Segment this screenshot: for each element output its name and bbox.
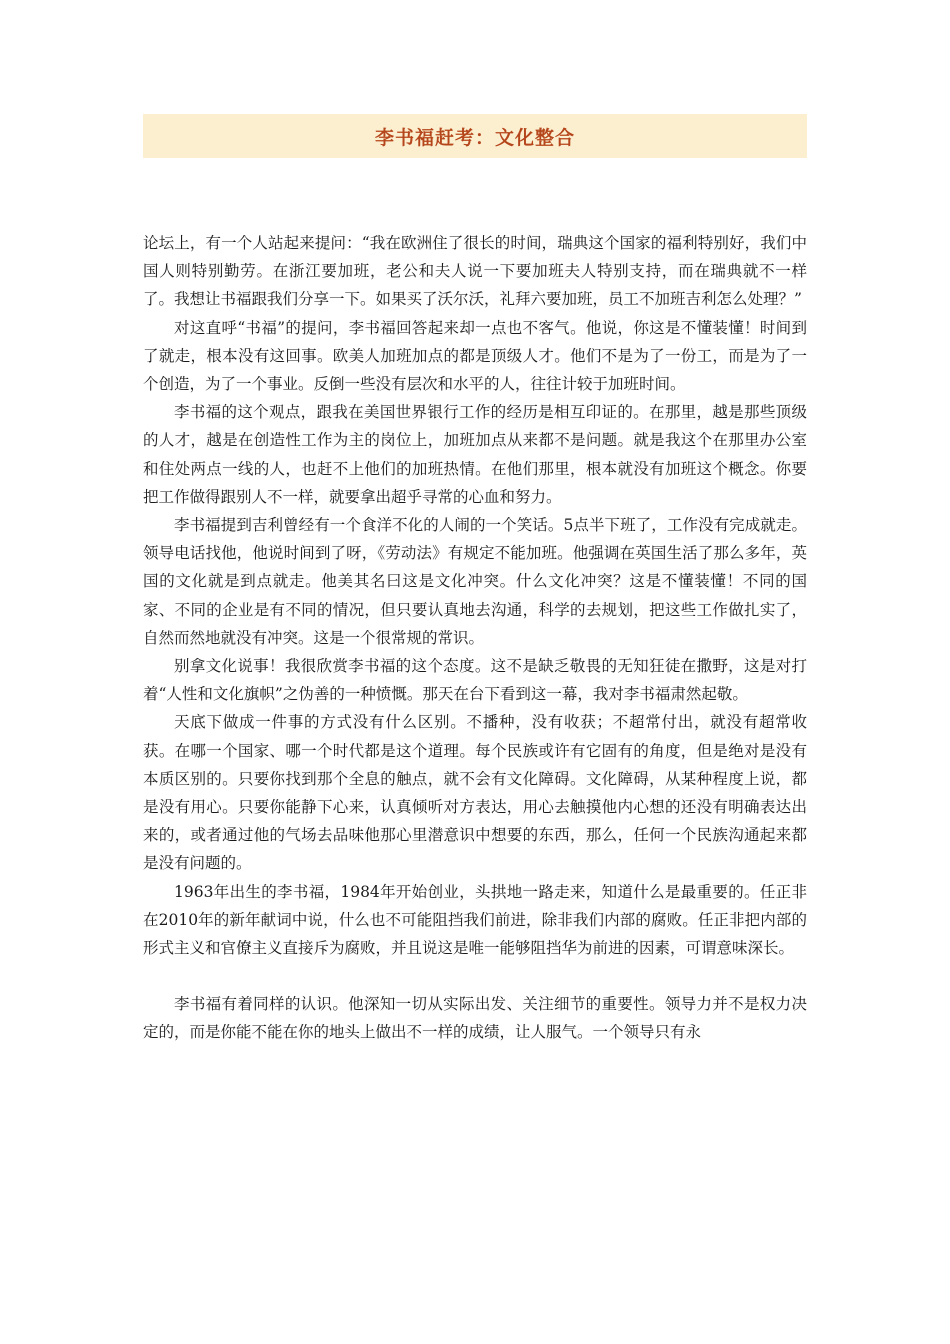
paragraph: 对这直呼“书福”的提问，李书福回答起来却一点也不客气。他说，你这是不懂装懂！时间到了就走，根本没有这回事。欧美人加班加点的都是顶级人才。他们不是为了一份工，而是为了一个创造，为了一个事业。反倒一些没有层次和水平的人，往往计较于加班时间。 <box>143 318 807 394</box>
paragraph: 1963年出生的李书福，1984年开始创业，头拱地一路走来，知道什么是最重要的。任正非在2010年的新年献词中说，什么也不可能阻挡我们前进，除非我们内部的腐败。任正非把内部的形式主义和官僚主义直接斥为腐败，并且说这是唯一能够阻挡华为前进的因素，可谓意味深长。 <box>143 882 807 958</box>
paragraph: 论坛上，有一个人站起来提问：“我在欧洲住了很长的时间，瑞典这个国家的福利特别好，我们中国人则特别勤劳。在浙江要加班，老公和夫人说一下要加班夫人特别支持，而在瑞典就不一样了。我想让书福跟我们分享一下。如果买了沃尔沃，礼拜六要加班，员工不加班吉利怎么处理？” <box>143 234 807 309</box>
paragraph: 别拿文化说事！我很欣赏李书福的这个态度。这不是缺乏敬畏的无知狂徒在撒野，这是对打着“人性和文化旗帜”之伪善的一种愤慨。那天在台下看到这一幕，我对李书福肃然起敬。 <box>143 657 807 704</box>
page-title: 李书福赶考：文化整合 <box>374 126 575 149</box>
paragraph: 李书福有着同样的认识。他深知一切从实际出发、关注细节的重要性。领导力并不是权力决定的，而是你能不能在你的地头上做出不一样的成绩，让人服气。一个领导只有永 <box>143 995 807 1042</box>
paragraph: 李书福的这个观点，跟我在美国世界银行工作的经历是相互印证的。在那里，越是那些顶级的人才，越是在创造性工作为主的岗位上，加班加点从来都不是问题。就是我这个在那里办公室和住处两点一线的人，也赶不上他们的加班热情。在他们那里，根本就没有加班这个概念。你要把工作做得跟别人不一样，就要拿出超乎寻常的心血和努力。 <box>143 403 807 506</box>
paragraph: 李书福提到吉利曾经有一个食洋不化的人闹的一个笑话。5点半下班了，工作没有完成就走。领导电话找他，他说时间到了呀，《劳动法》有规定不能加班。他强调在英国生活了那么多年，英国的文化就是到点就走。他美其名曰这是文化冲突。什么文化冲突？这是不懂装懂！不同的国家、不同的企业是有不同的情况，但只要认真地去沟通，科学的去规划，把这些工作做扎实了，自然而然地就没有冲突。这是一个很常规的常识。 <box>143 516 807 647</box>
article-body <box>143 229 807 1047</box>
title-banner <box>143 114 807 158</box>
paragraph: 天底下做成一件事的方式没有什么区别。不播种，没有收获；不超常付出，就没有超常收获。在哪一个国家、哪一个时代都是这个道理。每个民族或许有它固有的角度，但是绝对是没有本质区别的。只要你找到那个全息的触点，就不会有文化障碍。文化障碍，从某种程度上说，都是没有用心。只要你能静下心来，认真倾听对方表达，用心去触摸他内心想的还没有明确表达出来的，或者通过他的气场去品味他那心里潜意识中想要的东西，那么，任何一个民族沟通起来都是没有问题的。 <box>143 713 807 873</box>
